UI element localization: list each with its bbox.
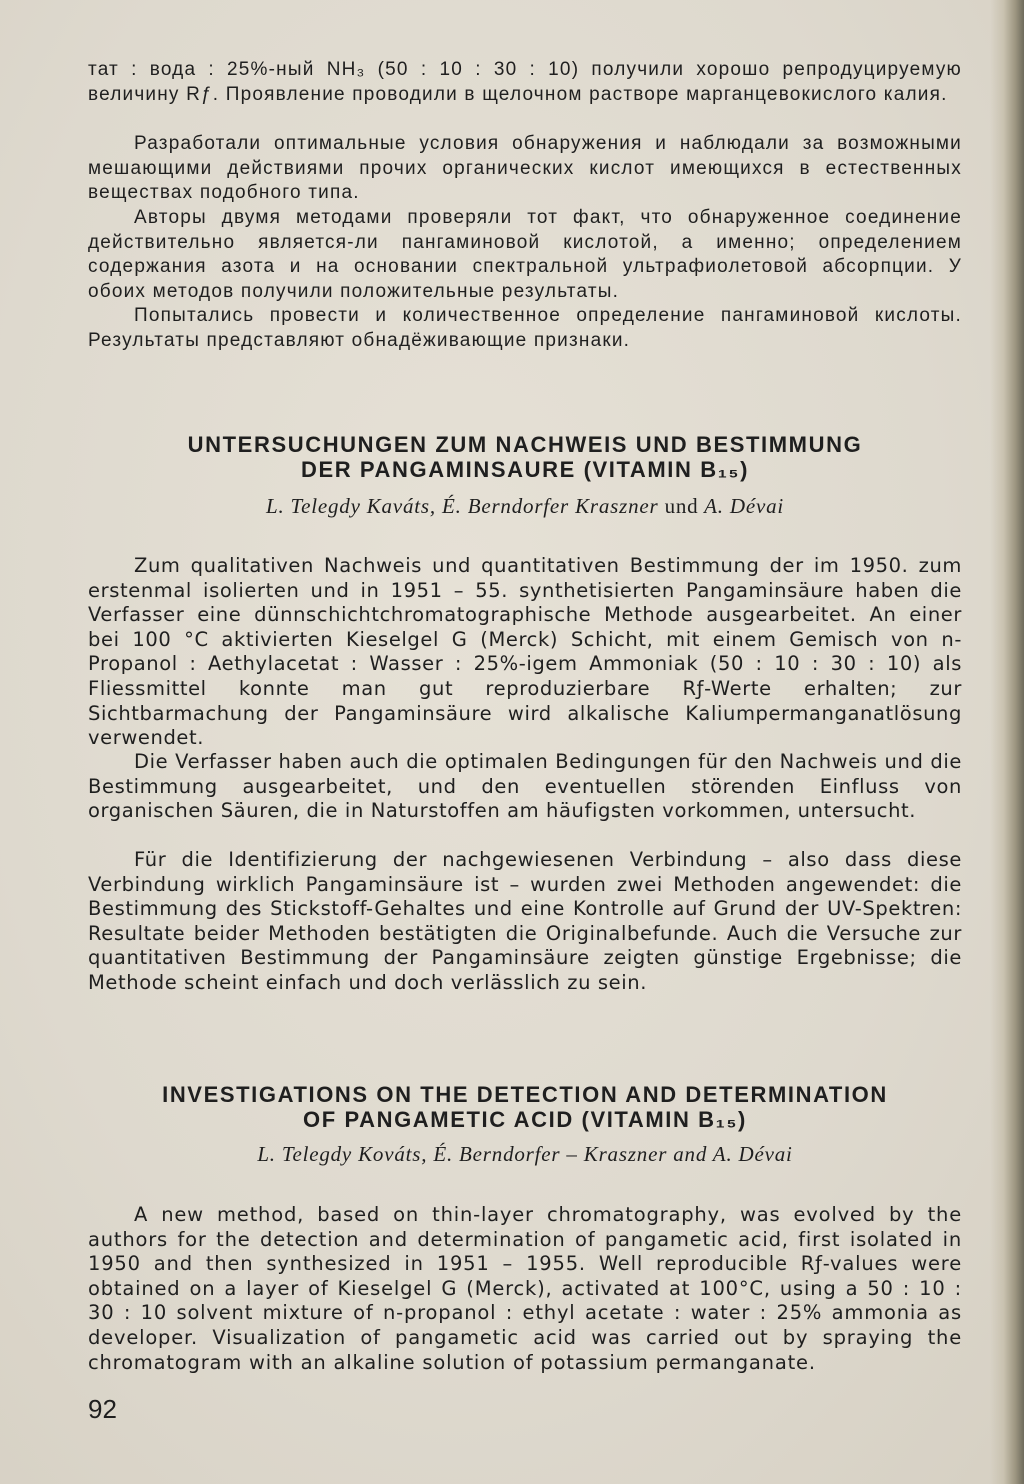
en-paragraph-1: A new method, based on thin-layer chromatography, was evolved by the authors for the detection and determination of pangametic acid, first isolated in 1950 and then synthesized in 1951 – 1955. Well reproducible Rƒ-values were obtained on a layer of Kieselgel G (Merck), activated at 100°C, using a 50 : 10 : 30 : 10 solvent mixture of n-propanol : ethyl acetate : water : 25% ammonia as developer. Visualization of pangametic acid was carried out by spraying the chromatogram with an alkaline solution of potassium permanganate. — [88, 1203, 962, 1374]
de-authors — [60, 494, 990, 519]
en-title-line-2: OF PANGAMETIC ACID (VITAMIN B₁₅) — [303, 1107, 747, 1132]
ru-paragraph-1: тат : вода : 25%-ный NH₃ (50 : 10 : 30 : 10) получили хорошо репродуцируемую величину Rƒ. Проявление проводили в щелочном растворе марганцевокислого калия. — [88, 59, 962, 105]
de-title — [60, 432, 990, 482]
de-author-1: L. Telegdy Kaváts, É. Berndorfer Kraszner — [265, 494, 659, 518]
en-title-line-1: INVESTIGATIONS ON THE DETECTION AND DETERMINATION — [162, 1082, 888, 1107]
page-edge-shadow — [990, 0, 1024, 1484]
page-number: 92 — [88, 1394, 117, 1424]
de-paragraph-3: Für die Identifizierung der nachgewiesenen Verbindung – also dass diese Verbindung wirklich Pangaminsäure ist – wurden zwei Methoden angewendet: die Bestimmung des Stickstoff-Gehaltes und eine Kontrolle auf Grund der UV-Spektren: Resultate beider Methoden bestätigten die Originalbefunde. Auch die Versuche zur quantitativen Bestimmung der Pangaminsäure zeigten günstige Ergebnisse; die Methode scheint einfach und doch verlässlich zu sein. — [88, 848, 962, 994]
de-title-line-2: DER PANGAMINSAURE (VITAMIN B₁₅) — [300, 457, 750, 482]
de-title-line-1: UNTERSUCHUNGEN ZUM NACHWEIS UND BESTIMMUNG — [187, 432, 863, 457]
de-author-2: A. Dévai — [704, 494, 785, 518]
de-author-conjunction: und — [664, 494, 699, 518]
de-paragraph-1: Zum qualitativen Nachweis und quantitativen Bestimmung der im 1950. zum erstenmal isolierten und in 1951 – 55. synthetisierten Pangaminsäure haben die Verfasser eine dünnschichtchromatographische Methode ausgearbeitet. An einer bei 100 °C aktivierten Kieselgel G (Merck) Schicht, mit einem Gemisch von n-Propanol : Aethylacetat : Wasser : 25%-igem Ammoniak (50 : 10 : 30 : 10) als Fliessmittel konnte man gut reproduzierbare Rƒ-Werte erhalten; zur Sichtbarmachung der Pangaminsäure wird alkalische Kaliumpermanganatlösung verwendet. — [88, 554, 962, 750]
en-title — [60, 1082, 990, 1132]
ru-paragraph-4: Попытались провести и количественное определение пангаминовой кислоты. Результаты представляют обнадёживающие признаки. — [88, 305, 962, 351]
ru-paragraph-3: Авторы двумя методами проверяли тот факт, что обнаруженное соединение действительно является-ли пангаминовой кислотой, а именно; определением содержания азота и на основании спектральной ультрафиолетовой абсорпции. У обоих методов получили положительные результаты. — [88, 207, 962, 302]
en-authors: L. Telegdy Kováts, É. Berndorfer – Kraszner and A. Dévai — [257, 1142, 793, 1166]
ru-paragraph-2: Разработали оптимальные условия обнаружения и наблюдали за возможными мешающими действиями прочих органических кислот имеющихся в естественных веществах подобного типа. — [88, 133, 962, 204]
de-paragraph-2: Die Verfasser haben auch die optimalen Bedingungen für den Nachweis und die Bestimmung ausgearbeitet, und den eventuellen störenden Einfluss von organischen Säuren, die in Naturstoffen am häufigsten vorkommen, untersucht. — [88, 750, 962, 823]
